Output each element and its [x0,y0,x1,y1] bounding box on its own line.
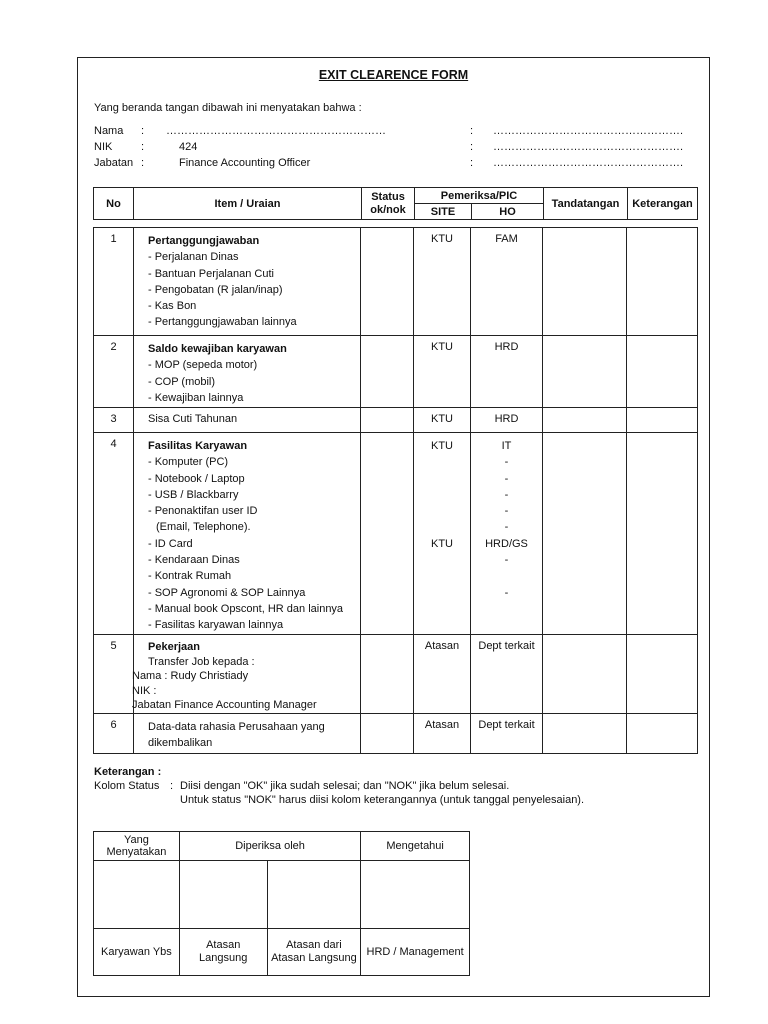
signature-cell[interactable] [543,713,627,753]
list-item: - SOP Agronomi & SOP Lainnya [148,586,306,599]
sign-menyatakan: Menyatakan [106,846,167,858]
intro-text: Yang beranda tangan dibawah ini menyatakan bahwa : [94,102,362,114]
nik-label: NIK [94,141,113,153]
right-dots-1[interactable]: ……………………………………………. [493,125,684,137]
row-title: Pekerjaan [148,641,200,653]
notes-line1: Diisi dengan "OK" jika sudah selesai; dan "NOK" jika belum selesai. [180,780,510,792]
sign-atasan-line1: Atasan [206,939,241,951]
row-title: Saldo kewajiban karyawan [148,343,287,355]
list-item: - Penonaktifan user ID [148,505,258,518]
ho-value: - [504,456,509,469]
list-item: - Kewajiban lainnya [148,391,244,404]
keterangan-cell[interactable] [627,635,698,714]
list-item: - Kendaraan Dinas [148,554,240,567]
row-no: 4 [94,433,134,635]
sign-yang: Yang [123,834,149,846]
list-item: - Perjalanan Dinas [148,251,239,264]
sign-box-hrd[interactable] [361,861,470,929]
site-cell: Atasan [414,635,471,714]
row-item [134,433,361,635]
list-item: NIK : [132,684,157,697]
items-table [93,227,698,754]
signature-cell[interactable] [543,408,627,433]
list-item: - MOP (sepeda motor) [148,359,258,372]
signature-cell[interactable] [543,336,627,408]
sign-box-karyawan[interactable] [94,861,180,929]
signature-cell[interactable] [543,228,627,336]
row-item: Sisa Cuti Tahunan [134,408,361,433]
list-item: - Kontrak Rumah [148,570,232,583]
sign-label-atasan-dari [267,929,361,976]
header-status: Status ok/nok [362,188,415,220]
ho-value: - [504,505,509,518]
site-cell: KTU [414,408,471,433]
sign-header-diperiksa: Diperiksa oleh [179,832,360,861]
ho-cell: FAM [471,228,543,336]
sign-box-atasan-dari[interactable] [267,861,361,929]
nama-label: Nama [94,125,124,137]
keterangan-cell[interactable] [627,408,698,433]
list-item: - Notebook / Laptop [148,472,245,485]
header-table [93,187,698,220]
row-no: 5 [94,635,134,714]
table-row [94,228,698,336]
list-item: - Bantuan Perjalanan Cuti [148,267,274,280]
sign-atasan-line2: Langsung [199,952,248,964]
right-dots-3[interactable]: ……………………………………………. [493,157,684,169]
list-item: (Email, Telephone). [156,521,251,534]
row-item [134,336,361,408]
status-cell[interactable] [361,433,414,635]
row-no: 2 [94,336,134,408]
notes-label: Kolom Status [94,780,160,792]
list-item: - COP (mobil) [148,375,216,388]
row-no: 6 [94,713,134,753]
header-tandatangan: Tandatangan [544,188,628,220]
status-cell[interactable] [361,635,414,714]
ho-cell: Dept terkait [471,635,543,714]
site-cell: Atasan [414,713,471,753]
status-cell[interactable] [361,228,414,336]
list-item: Jabatan Finance Accounting Manager [132,699,317,711]
list-item: - Fasilitas karyawan lainnya [148,619,284,632]
keterangan-cell[interactable] [627,228,698,336]
list-item: - Komputer (PC) [148,456,229,469]
ho-value: - [504,521,509,534]
signature-cell[interactable] [543,433,627,635]
ho-value: - [504,488,509,501]
ho-cell: HRD [471,336,543,408]
row-item [134,713,361,753]
row-title: Fasilitas Karyawan [148,440,248,452]
notes-line2: Untuk status "NOK" harus diisi kolom keterangannya (untuk tanggal penyelesaian). [180,794,585,806]
table-row [94,713,698,753]
signature-table [93,831,470,976]
row-title: Data-data rahasia Perusahaan yang [148,720,325,733]
row-no: 3 [94,408,134,433]
row-item [134,635,361,714]
notes-colon: : [170,780,174,792]
header-site: SITE [415,204,472,220]
header-item: Item / Uraian [134,188,362,220]
ho-value: HRD/GS [485,537,528,550]
table-row [94,635,698,714]
header-keterangan: Keterangan [628,188,698,220]
table-row [94,408,698,433]
nama-value[interactable]: …………………………………………………… [166,125,386,137]
sign-header-mengetahui: Mengetahui [361,832,470,861]
sign-box-atasan[interactable] [179,861,267,929]
jabatan-label: Jabatan [94,157,134,169]
table-row [94,433,698,635]
list-item: Transfer Job kepada : [148,655,255,668]
ho-cell [471,433,543,635]
status-cell[interactable] [361,336,414,408]
nama-colon: : [141,125,145,137]
site-cell: KTU [414,336,471,408]
ho-value: - [504,586,509,599]
ho-value: IT [501,440,512,452]
header-no: No [94,188,134,220]
site-value: KTU [431,440,453,452]
right-colon-1: : [470,125,474,137]
site-cell: KTU [414,228,471,336]
jabatan-value[interactable]: Finance Accounting Officer [179,157,311,169]
right-dots-2[interactable]: ……………………………………………. [493,141,684,153]
list-item: Nama : Rudy Christiady [132,670,249,682]
sign-label-hrd: HRD / Management [361,929,470,976]
nik-value[interactable]: 424 [179,141,198,153]
list-item: - ID Card [148,537,193,550]
ho-cell: HRD [471,408,543,433]
nik-colon: : [141,141,145,153]
keterangan-cell[interactable] [627,713,698,753]
header-ho: HO [472,204,544,220]
header-pemeriksa: Pemeriksa/PIC [415,188,544,204]
site-cell [414,433,471,635]
list-item: - Manual book Opscont, HR dan lainnya [148,602,344,615]
notes-section [94,765,584,807]
ho-value: - [504,554,509,567]
table-row [94,336,698,408]
sign-header-yang [94,832,180,861]
keterangan-cell[interactable] [627,336,698,408]
row-item [134,228,361,336]
right-colon-3: : [470,157,474,169]
form-title: EXIT CLEARENCE FORM [318,68,469,82]
row-no: 1 [94,228,134,336]
right-colon-2: : [470,141,474,153]
status-cell[interactable] [361,713,414,753]
row-title-cont: dikembalikan [148,736,213,749]
keterangan-cell[interactable] [627,433,698,635]
jabatan-colon: : [141,157,145,169]
list-item: - Kas Bon [148,300,197,313]
sign-atasan-dari-line2: Atasan Langsung [271,952,357,964]
form-frame [77,57,710,997]
list-item: - Pengobatan (R jalan/inap) [148,283,283,296]
list-item: - Pertanggungjawaban lainnya [148,316,297,329]
row-title: Pertanggungjawaban [148,235,260,247]
signature-cell[interactable] [543,635,627,714]
status-cell[interactable] [361,408,414,433]
sign-label-atasan [179,929,267,976]
notes-heading: Keterangan : [94,766,162,778]
ho-value: - [504,472,509,485]
ho-cell: Dept terkait [471,713,543,753]
list-item: - USB / Blackbarry [148,488,239,501]
sign-atasan-dari-line1: Atasan dari [286,939,342,951]
sign-label-karyawan: Karyawan Ybs [94,929,180,976]
site-value: KTU [431,537,453,550]
